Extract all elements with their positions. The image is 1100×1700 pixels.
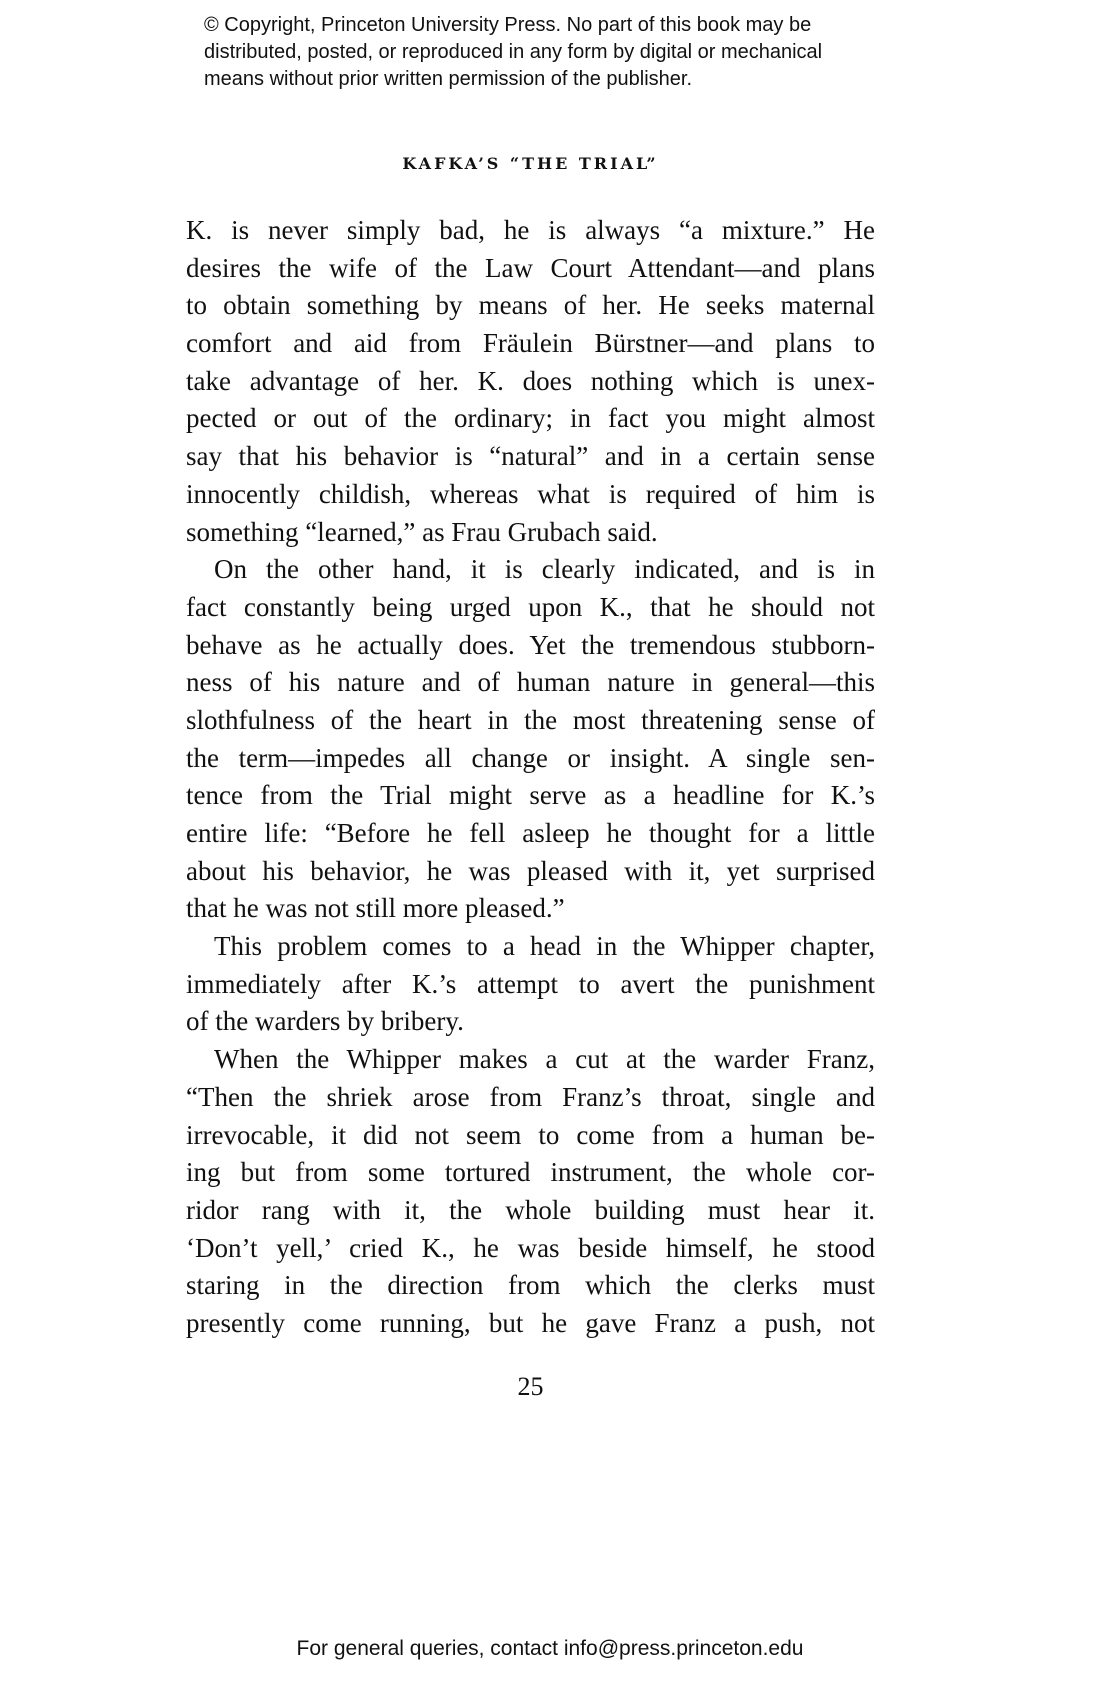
text-line: This problem comes to a head in the Whipper chapter, <box>214 931 875 962</box>
text-line: immediately after K.’s attempt to avert the punishment <box>186 968 875 999</box>
text-line: entire life: “Before he fell asleep he thought for a little <box>186 818 875 848</box>
text-line: ing but from some tortured instrument, the whole cor- <box>186 1157 875 1188</box>
text-line: that he was not still more pleased.” <box>186 893 565 924</box>
copyright-line: means without prior written permission of the publisher. <box>204 68 693 90</box>
body-text <box>186 212 875 1343</box>
text-line: behave as he actually does. Yet the tremendous stubborn- <box>186 629 875 660</box>
text-line: irrevocable, it did not seem to come from a human be- <box>186 1119 875 1150</box>
text-line: say that his behavior is “natural” and in a certain sense <box>186 441 875 472</box>
text-line: comfort and aid from Fräulein Bürstner—and plans to <box>186 328 875 359</box>
text-line: tence from the Trial might serve as a headline for K.’s <box>186 780 875 811</box>
text-line: fact constantly being urged upon K., that he should not <box>186 591 875 622</box>
text-line: “Then the shriek arose from Franz’s throat, single and <box>186 1081 875 1112</box>
text-line: pected or out of the ordinary; in fact you might almost <box>186 403 875 434</box>
text-line: ‘Don’t yell,’ cried K., he was beside himself, he stood <box>186 1232 875 1263</box>
text-line: innocently childish, whereas what is required of him is <box>186 478 875 509</box>
text-line: staring in the direction from which the clerks must <box>186 1270 875 1301</box>
text-line: desires the wife of the Law Court Attendant—and plans <box>186 252 875 283</box>
text-line: presently come running, but he gave Franz a push, not <box>186 1307 875 1338</box>
copyright-notice <box>204 12 924 93</box>
page-number: 25 <box>517 1372 544 1401</box>
text-line: something “learned,” as Frau Grubach said. <box>186 516 658 547</box>
text-line: about his behavior, he was pleased with it, yet surprised <box>186 855 875 886</box>
text-line: On the other hand, it is clearly indicated, and is in <box>214 554 875 585</box>
text-line: of the warders by bribery. <box>186 1006 464 1037</box>
running-head: KAFKA’S “THE TRIAL” <box>402 154 659 173</box>
copyright-line: © Copyright, Princeton University Press. No part of this book may be <box>204 14 812 36</box>
text-line: When the Whipper makes a cut at the warder Franz, <box>214 1044 875 1075</box>
text-line: K. is never simply bad, he is always “a mixture.” He <box>186 215 875 245</box>
text-line: ridor rang with it, the whole building must hear it. <box>186 1194 875 1225</box>
text-line: to obtain something by means of her. He seeks maternal <box>186 290 875 321</box>
text-line: ness of his nature and of human nature in general—this <box>186 667 875 698</box>
text-line: the term—impedes all change or insight. A single sen- <box>186 742 875 773</box>
copyright-line: distributed, posted, or reproduced in any form by digital or mechanical <box>204 41 823 63</box>
text-line: take advantage of her. K. does nothing which is unex- <box>186 365 875 396</box>
footer-contact: For general queries, contact info@press.princeton.edu <box>296 1637 804 1660</box>
text-line: slothfulness of the heart in the most threatening sense of <box>186 704 875 735</box>
